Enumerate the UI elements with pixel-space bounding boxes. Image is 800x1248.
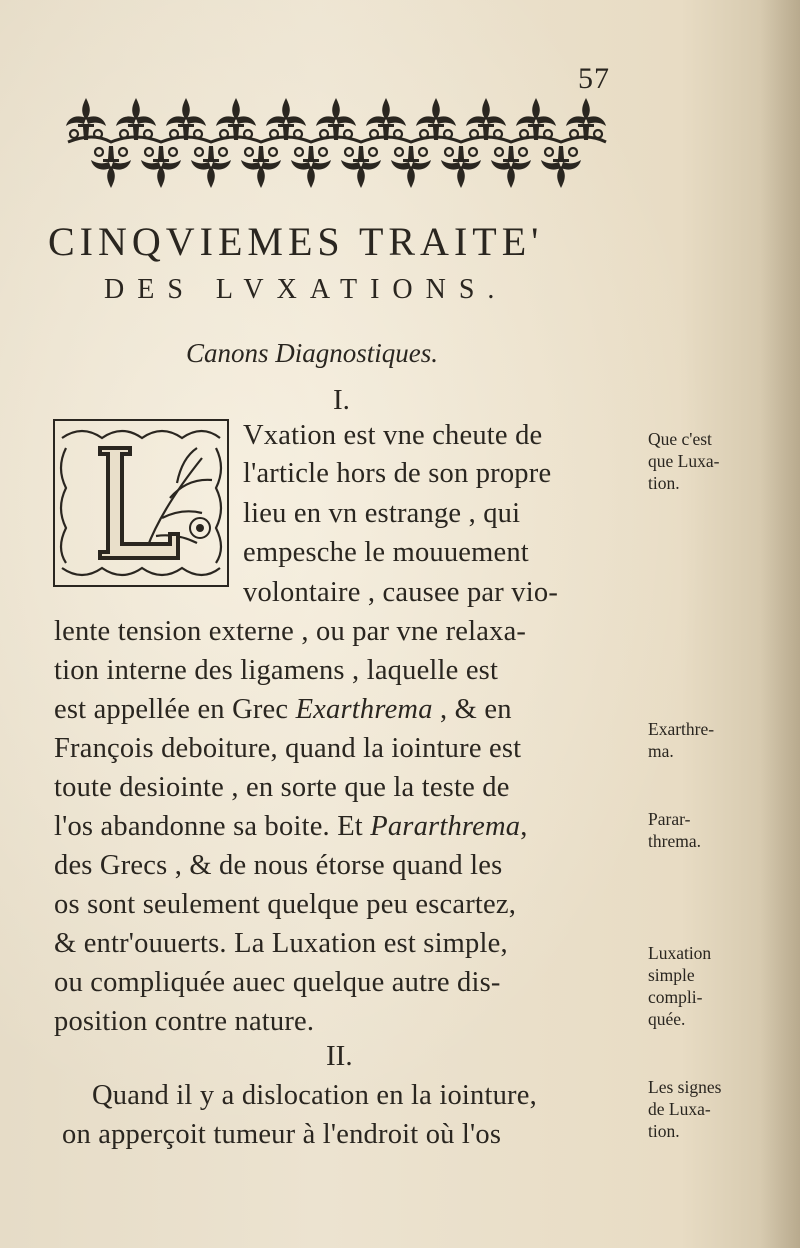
text-line: lieu en vn estrange , qui — [243, 498, 521, 529]
margin-note-line: que Luxa- — [648, 451, 720, 471]
margin-note-line: Parar- — [648, 809, 691, 829]
text-line: empesche le mouuement — [243, 537, 529, 568]
greek-term-pararthrema: Pararthrema — [370, 811, 521, 842]
treatise-title: CINQVIEMES TRAITE' — [48, 219, 544, 264]
margin-note-line: simple — [648, 965, 695, 985]
text-line: des Grecs , & de nous étorse quand les — [54, 850, 503, 881]
greek-term-exarthrema: Exarthrema — [295, 694, 433, 725]
text-line: lente tension externe , ou par vne relaxa- — [54, 616, 527, 647]
text-line: toute desiointe , en sorte que la teste de — [54, 772, 510, 803]
text-line — [54, 694, 512, 726]
page-number: 57 — [578, 62, 610, 95]
canon-numeral-1: I. — [333, 384, 350, 416]
margin-note-line: Exarthre- — [648, 719, 715, 739]
margin-note-exarthrema — [648, 718, 714, 762]
fleuron-ornament-band — [64, 92, 610, 194]
text-line: & entr'ouuerts. La Luxation est simple, — [54, 928, 508, 959]
margin-note-luxation-definition — [648, 428, 719, 494]
text-line: ou compliquée auec quelque autre dis- — [54, 967, 501, 998]
text-line: on apperçoit tumeur à l'endroit où l'os — [62, 1119, 502, 1150]
margin-note-line: ma. — [648, 741, 674, 761]
margin-note-line: de Luxa- — [648, 1099, 711, 1119]
text-line: volontaire , causee par vio- — [243, 577, 559, 608]
margin-note-line: compli- — [648, 987, 703, 1007]
margin-note-line: quée. — [648, 1009, 686, 1029]
canon-numeral-2: II. — [326, 1040, 353, 1072]
text-segment: , & en — [432, 694, 512, 725]
margin-note-line: threma. — [648, 831, 701, 851]
section-heading: Canons Diagnostiques. — [186, 338, 439, 368]
text-line: François deboiture, quand la iointure est — [54, 733, 522, 764]
text-segment: l'os abandonne sa boite. Et — [54, 811, 371, 842]
margin-note-luxation-signs — [648, 1076, 721, 1142]
margin-note-line: Que c'est — [648, 429, 712, 449]
text-line — [54, 811, 528, 843]
margin-note-line: Les signes — [648, 1077, 722, 1097]
text-line: position contre nature. — [54, 1006, 315, 1037]
margin-note-pararthrema — [648, 808, 701, 852]
text-line: Quand il y a dislocation en la iointure, — [92, 1080, 537, 1111]
text-segment: , — [520, 811, 528, 842]
decorated-initial-l — [52, 418, 230, 588]
margin-note-luxation-types — [648, 942, 711, 1030]
text-line: l'article hors de son propre — [243, 458, 552, 489]
margin-note-line: tion. — [648, 1121, 680, 1141]
margin-note-line: Luxation — [648, 943, 712, 963]
page-edge-shadow — [760, 0, 800, 1248]
margin-note-line: tion. — [648, 473, 680, 493]
treatise-subtitle: DES LVXATIONS. — [104, 274, 508, 305]
text-line: tion interne des ligamens , laquelle est — [54, 655, 499, 686]
text-segment: est appellée en Grec — [54, 694, 296, 725]
text-line: os sont seulement quelque peu escartez, — [54, 889, 517, 920]
text-line: Vxation est vne cheute de — [243, 420, 543, 451]
